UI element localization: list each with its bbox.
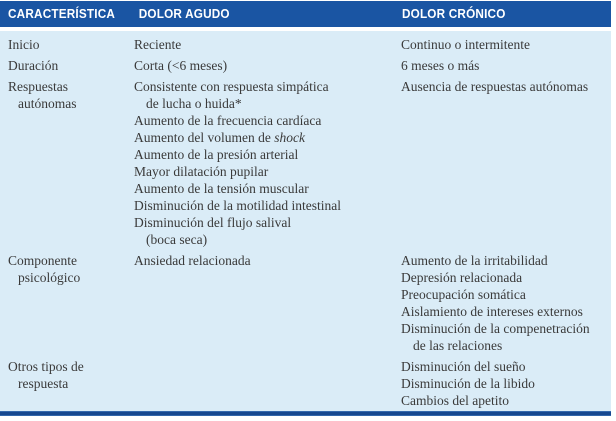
cell-line: Depresión relacionada [401,270,523,285]
table-row [8,36,611,53]
cell-line: Corta (<6 meses) [134,58,228,73]
cell-line: Aislamiento de intereses externos [401,304,583,319]
cell-line: Aumento de la presión arterial [134,147,299,162]
cell-line: Disminución de la compenetración [401,321,590,336]
cell-line: Disminución de la libido [401,376,535,391]
cell-acute-row-4 [134,358,401,409]
table-header-row [0,1,611,27]
cell-acute-row-3 [134,252,401,354]
cell-line: Mayor dilatación pupilar [134,164,269,179]
cell-line: autónomas [18,96,77,111]
cell-chronic-row-1 [401,57,611,74]
cell-line: de las relaciones [413,338,503,353]
table-body [0,31,611,411]
pain-comparison-table [0,1,611,416]
cell-line: Aumento de la frecuencia cardíaca [134,113,322,128]
cell-feature-row-4 [8,358,134,409]
cell-feature-row-3 [8,252,134,354]
column-header-dolor-agudo: DOLOR AGUDO [138,7,230,21]
cell-line: Otros tipos de [8,359,84,374]
cell-acute-row-0 [134,36,401,53]
cell-line: Ansiedad relacionada [134,253,251,268]
column-header-dolor-cronico: DOLOR CRÓNICO [401,7,506,21]
cell-line: psicológico [18,270,81,285]
cell-line: Reciente [134,37,182,52]
table-row [8,78,611,248]
cell-line: Componente [8,253,77,268]
cell-chronic-row-2 [401,78,611,248]
cell-chronic-row-0 [401,36,611,53]
cell-line: Cambios del apetito [401,393,509,408]
cell-line: 6 meses o más [401,58,480,73]
cell-line: de lucha o huida* [146,96,242,111]
cell-feature-row-2 [8,78,134,248]
cell-line: Respuestas [8,79,68,94]
cell-line: Duración [8,58,59,73]
cell-line: Aumento de la irritabilidad [401,253,548,268]
column-header-caracteristica: CARACTERÍSTICA [8,7,116,21]
cell-acute-row-2 [134,78,401,248]
cell-line: Inicio [8,37,40,52]
table-row [8,358,611,409]
cell-line: Disminución del flujo salival [134,215,292,230]
cell-chronic-row-3 [401,252,611,354]
cell-chronic-row-4 [401,358,611,409]
cell-line: respuesta [18,376,69,391]
cell-line: (boca seca) [146,232,208,247]
cell-feature-row-0 [8,36,134,53]
cell-line: Ausencia de respuestas autónomas [401,79,589,94]
bottom-border-rule [0,411,611,416]
cell-line: Aumento del volumen de shock [134,130,305,145]
table-row [8,252,611,354]
cell-line: Disminución de la motilidad intestinal [134,198,341,213]
cell-line: Continuo o intermitente [401,37,530,52]
cell-line: Preocupación somática [401,287,526,302]
table-row [8,57,611,74]
cell-line: Consistente con respuesta simpática [134,79,329,94]
cell-line: Disminución del sueño [401,359,526,374]
cell-acute-row-1 [134,57,401,74]
cell-feature-row-1 [8,57,134,74]
cell-line: Aumento de la tensión muscular [134,181,309,196]
